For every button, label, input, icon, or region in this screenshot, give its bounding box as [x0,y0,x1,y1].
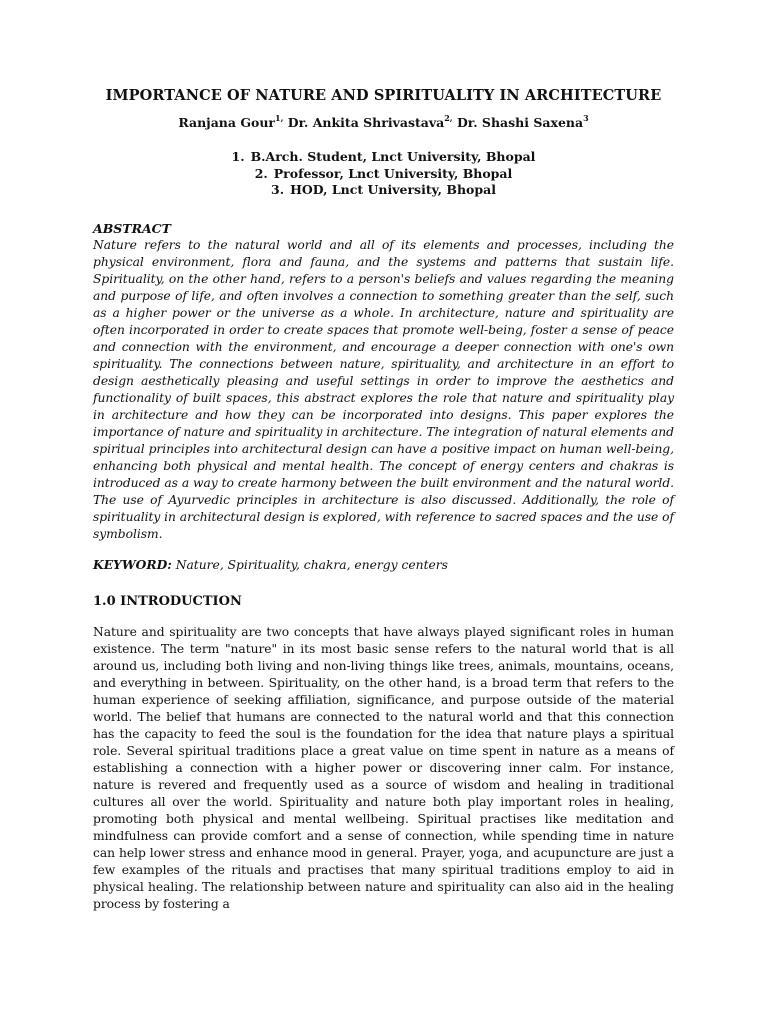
affiliation-item [93,166,674,183]
introduction-text: Nature and spirituality are two concepts that have always played significant roles in human existence. The term "nature" in its most basic sense refers to the natural world that is all around us, including both living and non-living things like trees, animals, mountains, oceans, and everything in between. Spirituality, on the other hand, is a broad term that refers to the human experience of seeking affiliation, significance, and purpose outside of the material world. The belief that humans are connected to the natural world and that this connection has the capacity to feed the soul is the foundation for the idea that nature plays a spiritual role. Several spiritual traditions place a great value on time spent in nature as a means of establishing a connection with a higher power or discovering inner calm. For instance, nature is revered and frequently used as a source of wisdom and healing in traditional cultures all over the world. Spirituality and nature both play important roles in healing, promoting both physical and mental wellbeing. Spiritual practises like meditation and mindfulness can provide comfort and a sense of connection, while spending time in nature can help lower stress and enhance mood in general. Prayer, yoga, and acupuncture are just a few examples of the rituals and practises that many spiritual traditions employ to aid in physical healing. The relationship between nature and spirituality can also aid in the healing process by fostering a [93,624,674,911]
affiliation-number: 1. [231,149,245,164]
keyword-list: Nature, Spirituality, chakra, energy centers [171,557,448,572]
author-1-affil-mark: 1, [275,112,284,123]
keyword-label: KEYWORD: [93,556,172,572]
paper-title: IMPORTANCE OF NATURE AND SPIRITUALITY IN ARCHITECTURE [105,87,662,104]
affiliation-number: 3. [271,182,285,197]
affiliation-text: HOD, Lnct University, Bhopal [290,182,496,197]
introduction-heading: 1.0 INTRODUCTION [93,593,242,609]
author-2-name: Dr. Ankita Shrivastava [283,115,445,130]
author-line [93,112,674,131]
author-3-name: Dr. Shashi Saxena [452,115,584,130]
author-1-name: Ranjana Gour [178,115,276,130]
affiliation-item [93,149,674,166]
author-2-affil-mark: 2, [444,112,453,123]
affiliation-item [93,182,674,199]
author-3-affil-mark: 3 [583,112,589,123]
affiliation-number: 2. [254,165,268,181]
abstract-text: Nature refers to the natural world and all of its elements and processes, including the physical environment, flora and fauna, and the systems and patterns that sustain life. Spirituality, on the other hand, refers to a person's beliefs and values regarding the meaning and purpose of life, and often involves a connection to something greater than the self, such as a higher power or the universe as a whole. In architecture, nature and spirituality are often incorporated in order to create spaces that promote well-being, foster a sense of peace and connection with the environment, and encourage a deeper connection with one's own spirituality. The connections between nature, spirituality, and architecture in an effort to design aesthetically pleasing and useful settings in order to improve the aesthetics and functionality of built spaces, this abstract explores the role that nature and spirituality play in architecture and how they can be incorporated into designs. This paper explores the importance of nature and spirituality in architecture. The integration of natural elements and spiritual principles into architectural design can have a positive impact on human well-being, enhancing both physical and mental health. The concept of energy centers and chakras is introduced as a way to create harmony between the built environment and the natural world. The use of Ayurvedic principles in architecture is also discussed. Additionally, the role of spirituality in architectural design is explored, with reference to sacred spaces and the use of symbolism. [93,237,674,541]
keyword-line [93,557,674,573]
affiliation-text: B.Arch. Student, Lnct University, Bhopal [250,149,536,164]
affiliation-list [93,149,674,199]
abstract-heading: ABSTRACT [93,220,171,236]
affiliation-text: Professor, Lnct University, Bhopal [273,165,513,181]
